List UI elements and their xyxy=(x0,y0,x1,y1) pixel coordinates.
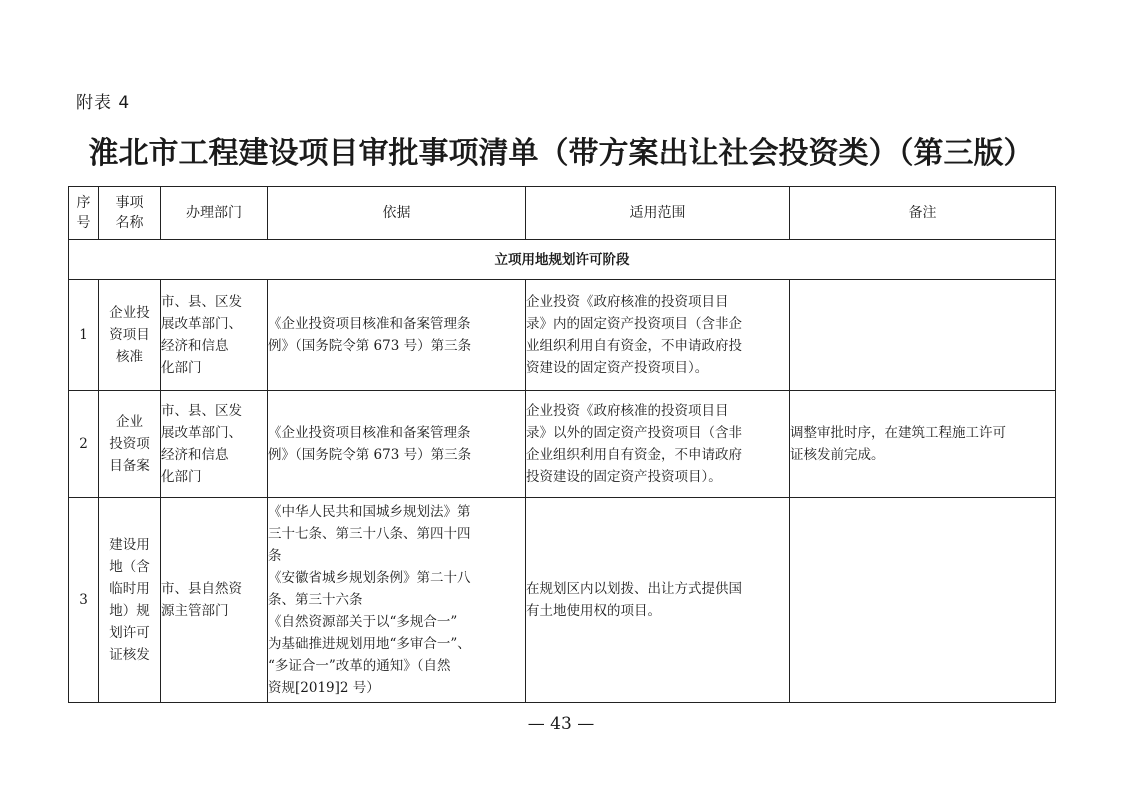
stage-title: 立项用地规划许可阶段 xyxy=(69,240,1056,280)
table-row xyxy=(69,391,1056,498)
department: 市、县、区发 展改革部门、 经济和信息 化部门 xyxy=(161,391,268,498)
approval-items-table xyxy=(68,186,1056,703)
row-number: 2 xyxy=(69,391,99,498)
document-title: 淮北市工程建设项目审批事项清单（带方案出让社会投资类）（第三版） xyxy=(88,136,1034,171)
header-department: 办理部门 xyxy=(161,187,268,240)
note xyxy=(790,498,1056,703)
note xyxy=(790,280,1056,391)
basis: 《企业投资项目核准和备案管理条 例》（国务院令第 673 号）第三条 xyxy=(268,280,526,391)
page-number: — 43 — xyxy=(527,714,595,734)
scope: 在规划区内以划拨、出让方式提供国 有土地使用权的项目。 xyxy=(526,498,790,703)
header-item-name: 事项 名称 xyxy=(99,187,161,240)
stage-row xyxy=(69,240,1056,280)
note: 调整审批时序，在建筑工程施工许可 证核发前完成。 xyxy=(790,391,1056,498)
table-row xyxy=(69,280,1056,391)
item-name: 建设用 地（含 临时用 地）规 划许可 证核发 xyxy=(99,498,161,703)
basis: 《企业投资项目核准和备案管理条 例》（国务院令第 673 号）第三条 xyxy=(268,391,526,498)
attachment-label: 附表 4 xyxy=(76,93,131,113)
header-no: 序 号 xyxy=(69,187,99,240)
item-name: 企业投 资项目 核准 xyxy=(99,280,161,391)
header-scope: 适用范围 xyxy=(526,187,790,240)
department: 市、县、区发 展改革部门、 经济和信息 化部门 xyxy=(161,280,268,391)
header-note: 备注 xyxy=(790,187,1056,240)
item-name: 企业 投资项 目备案 xyxy=(99,391,161,498)
table-header-row xyxy=(69,187,1056,240)
scope: 企业投资《政府核准的投资项目目 录》内的固定资产投资项目（含非企 业组织利用自有资金，不申请政府投 资建设的固定资产投资项目）。 xyxy=(526,280,790,391)
table-row xyxy=(69,498,1056,703)
row-number: 1 xyxy=(69,280,99,391)
header-basis: 依据 xyxy=(268,187,526,240)
department: 市、县自然资 源主管部门 xyxy=(161,498,268,703)
row-number: 3 xyxy=(69,498,99,703)
scope: 企业投资《政府核准的投资项目目 录》以外的固定资产投资项目（含非 企业组织利用自有资金，不申请政府 投资建设的固定资产投资项目）。 xyxy=(526,391,790,498)
basis: 《中华人民共和国城乡规划法》第 三十七条、第三十八条、第四十四 条 《安徽省城乡规划条例》第二十八 条、第三十六条 《自然资源部关于以“多规合一” 为基础推进规划用地“多审合一”、 “多证合一”改革的通知》（自然 资规[2019]2 号） xyxy=(268,498,526,703)
